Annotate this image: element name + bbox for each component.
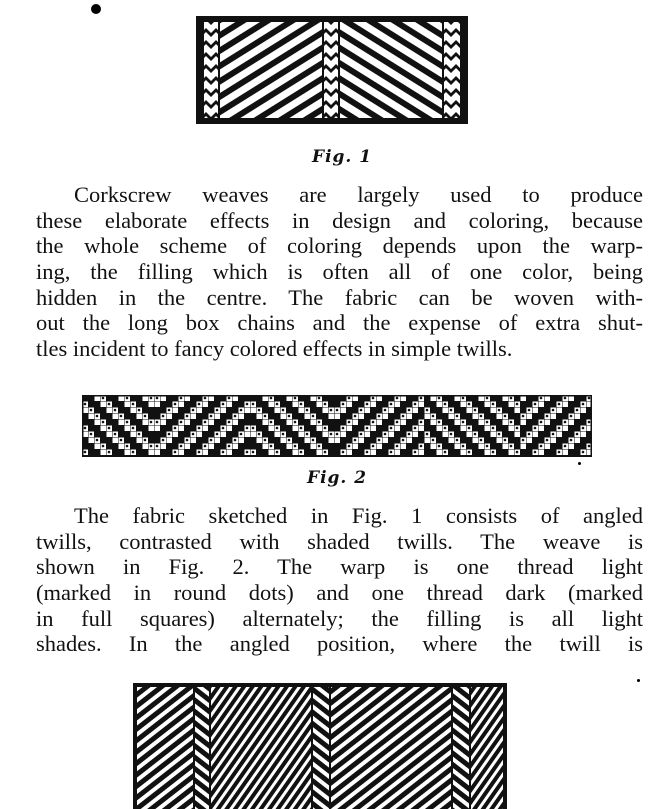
paragraph-line: tles incident to fancy colored effects in simple twills. (36, 336, 513, 362)
figure-1-caption: Fig. 1 (312, 147, 373, 167)
paragraph-line: these elaborate effects in design and coloring, because (36, 207, 643, 233)
paragraph-line: shown in Fig. 2. The warp is one thread light (36, 554, 643, 580)
figure-3-twill-fabric-illustration (133, 683, 507, 809)
scan-speck (578, 462, 581, 465)
paragraph-line: twills, contrasted with shaded twills. The weave is (36, 528, 643, 554)
paragraph-line: shades. In the angled position, where the twill is (36, 631, 643, 657)
paragraph-line: in full squares) alternately; the filling is all light (36, 605, 643, 631)
figure-2-weave-draft-grid (82, 395, 592, 457)
paragraph-fabric-sketch (36, 503, 643, 657)
paragraph-corkscrew-weaves (36, 182, 643, 362)
paragraph-line: The fabric sketched in Fig. 1 consists of angled (74, 503, 643, 528)
scan-speck (91, 4, 101, 14)
paragraph-line: the whole scheme of coloring depends upon the warp- (36, 233, 643, 259)
figure-1-fabric-illustration (196, 16, 468, 124)
paragraph-line: Corkscrew weaves are largely used to produce (74, 182, 643, 207)
figure-2-caption: Fig. 2 (307, 468, 368, 488)
paragraph-line: out the long box chains and the expense of extra shut- (36, 310, 643, 336)
paragraph-line: hidden in the centre. The fabric can be woven with- (36, 284, 643, 310)
paragraph-line: (marked in round dots) and one thread dark (marked (36, 580, 643, 606)
scan-speck (637, 679, 640, 682)
paragraph-line: ing, the filling which is often all of one color, being (36, 259, 643, 285)
